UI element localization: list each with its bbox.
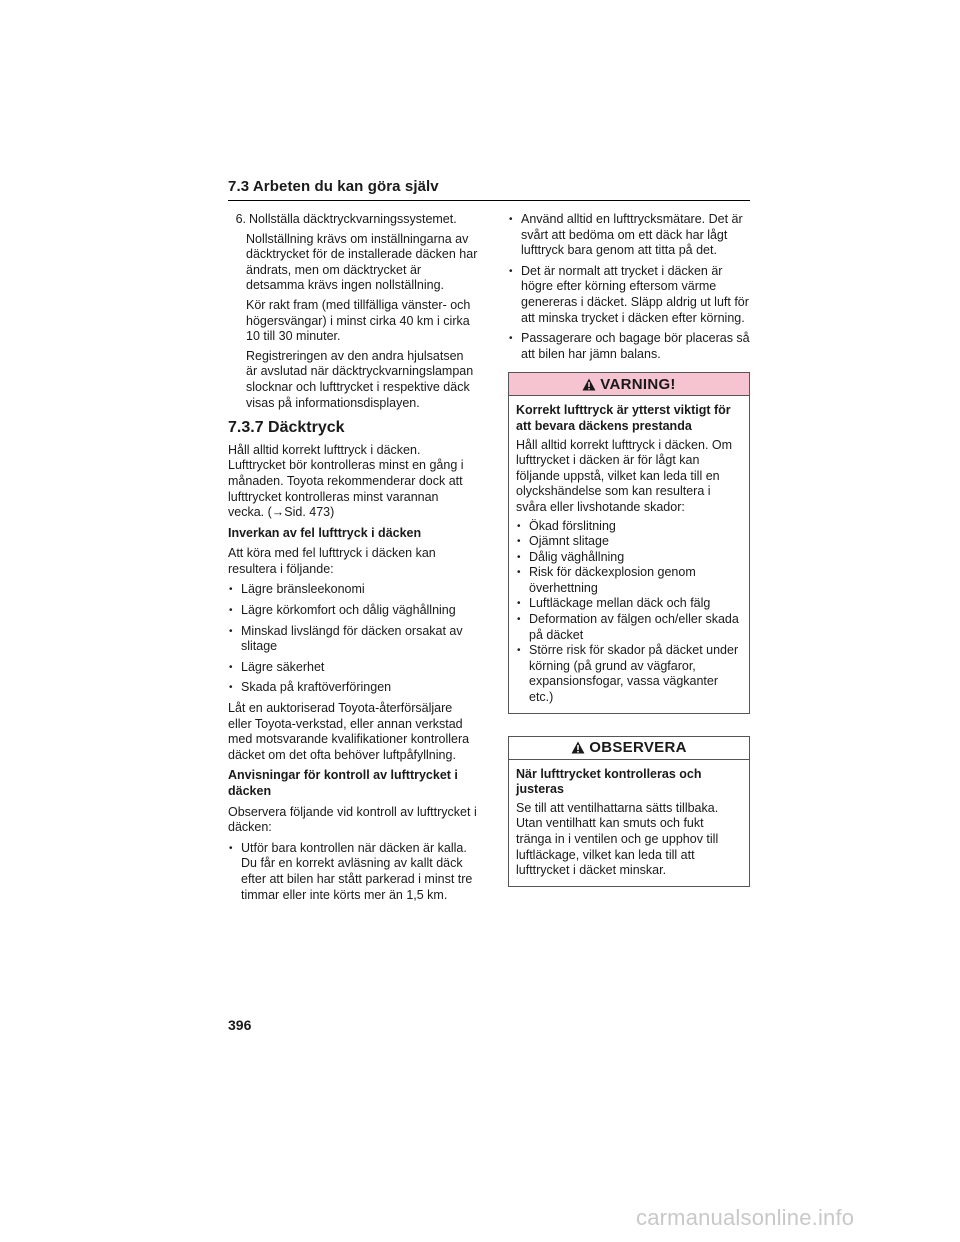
notice-subheading: När lufttrycket kontrolleras och justeras bbox=[516, 766, 702, 797]
notice-header bbox=[509, 737, 749, 760]
page-number: 396 bbox=[228, 1017, 252, 1033]
warning-list bbox=[516, 519, 742, 706]
header-divider bbox=[228, 200, 750, 201]
page-header bbox=[228, 178, 750, 195]
caution-icon bbox=[571, 741, 585, 754]
list-item: • Deformation av fälgen och/eller skada på däcket bbox=[516, 612, 742, 643]
left-column bbox=[228, 212, 478, 908]
right-column bbox=[508, 212, 750, 887]
subheading-wrong-pressure: Inverkan av fel lufttryck i däcken bbox=[228, 525, 422, 540]
step-number: 6. bbox=[235, 212, 246, 226]
subheading-check-instructions: Anvisningar för kontroll av lufttrycket i däcken bbox=[228, 768, 458, 798]
step-label: Nollställa däcktryckvarningssystemet. bbox=[249, 212, 457, 226]
warning-body bbox=[509, 396, 749, 712]
list-item: • Lägre säkerhet bbox=[228, 660, 478, 676]
list-item: • Använd alltid en lufttrycksmätare. Det är svårt att bedöma om ett däck har lågt lufttryck bara genom att titta på det. bbox=[508, 212, 750, 259]
list-item: • Lägre bränsleekonomi bbox=[228, 582, 478, 598]
list-item: • Det är normalt att trycket i däcken är högre efter körning eftersom värme genereras i däcket. Släpp aldrig ut luft för att minska trycket i däcken efter körning. bbox=[508, 264, 750, 326]
paragraph: Låt en auktoriserad Toyota-återförsäljare eller Toyota-verkstad, eller annan verkstad med motsvarande kvalifikationer kontrollera däcket om det ofta behöver luftpåfyllning. bbox=[228, 701, 470, 762]
warning-subheading: Korrekt lufttryck är ytterst viktigt för att bevara däckens prestanda bbox=[516, 403, 731, 433]
intro-paragraph: Håll alltid korrekt lufttryck i däcken. Lufttrycket bör kontrolleras minst en gång i månaden. Toyota rekommenderar dock att lufttrycket kontrolleras minst varannan vecka. (→Sid. 473) bbox=[228, 442, 464, 520]
step-paragraph: Registreringen av den andra hjulsatsen är avslutad när däcktryckvarningslampan slocknar och lufttrycket i respektive däck visas på informationsdisplayen. bbox=[246, 348, 474, 410]
paragraph: Att köra med fel lufttryck i däcken kan resultera i följande: bbox=[228, 546, 436, 576]
step-paragraph: Nollställning krävs om inställningarna av däcktrycket för de installerade däcken har ändrats, men om däcktrycket är detsamma krävs ingen nollställning. bbox=[246, 231, 478, 293]
list-item: • Ökad förslitning bbox=[516, 519, 742, 535]
warning-header bbox=[509, 373, 749, 396]
list-item: • Lägre körkomfort och dålig väghållning bbox=[228, 603, 478, 619]
watermark: carmanualsonline.info bbox=[636, 1205, 855, 1230]
notice-title: OBSERVERA bbox=[589, 738, 687, 756]
notice-body bbox=[509, 760, 749, 886]
list-item: • Passagerare och bagage bör placeras så att bilen har jämn balans. bbox=[508, 331, 750, 362]
step-6 bbox=[228, 212, 478, 228]
warning-title: VARNING! bbox=[600, 375, 676, 393]
warning-icon bbox=[582, 378, 596, 391]
list-item: • Större risk för skador på däcket under körning (på grund av vägfaror, expansionsfogar, vassa vägkanter etc.) bbox=[516, 643, 742, 705]
list-item: • Risk för däckexplosion genom överhettning bbox=[516, 565, 742, 596]
list-item: • Ojämnt slitage bbox=[516, 534, 742, 550]
notice-box bbox=[508, 736, 750, 887]
consequence-list bbox=[228, 582, 478, 696]
step-paragraph: Kör rakt fram (med tillfälliga vänster- och högersvängar) i minst cirka 40 km i cirka 10 till 30 minuter. bbox=[246, 297, 471, 344]
chapter-title: 7.3 Arbeten du kan göra själv bbox=[228, 178, 439, 195]
list-item: • Skada på kraftöverföringen bbox=[228, 680, 478, 696]
list-item: • Minskad livslängd för däcken orsakat av slitage bbox=[228, 624, 478, 655]
warning-text: Håll alltid korrekt lufttryck i däcken. Om lufttrycket i däcken är för lågt kan följande uppstå, vilket kan leda till en olyckshändelse som kan resultera i svåra eller livshotande skador: bbox=[516, 437, 733, 514]
paragraph: Observera följande vid kontroll av lufttrycket i däcken: bbox=[228, 804, 477, 835]
notice-text: Se till att ventilhattarna sätts tillbaka. Utan ventilhatt kan smuts och fukt tränga in i ventilen och ge upphov till luftläckage, vilket kan leda till att lufttrycket i däcket minskar. bbox=[516, 800, 719, 878]
list-item: • Utför bara kontrollen när däcken är kalla. Du får en korrekt avläsning av kallt däck efter att bilen har stått parkerad i minst tre timmar eller inte körts mer än 1,5 km. bbox=[228, 841, 478, 903]
section-heading: 7.3.7 Däcktryck bbox=[228, 419, 345, 437]
list-item: • Luftläckage mellan däck och fälg bbox=[516, 596, 742, 612]
instruction-list-continued bbox=[508, 212, 750, 362]
warning-box bbox=[508, 372, 750, 713]
list-item: • Dålig väghållning bbox=[516, 550, 742, 566]
instruction-list bbox=[228, 841, 478, 903]
